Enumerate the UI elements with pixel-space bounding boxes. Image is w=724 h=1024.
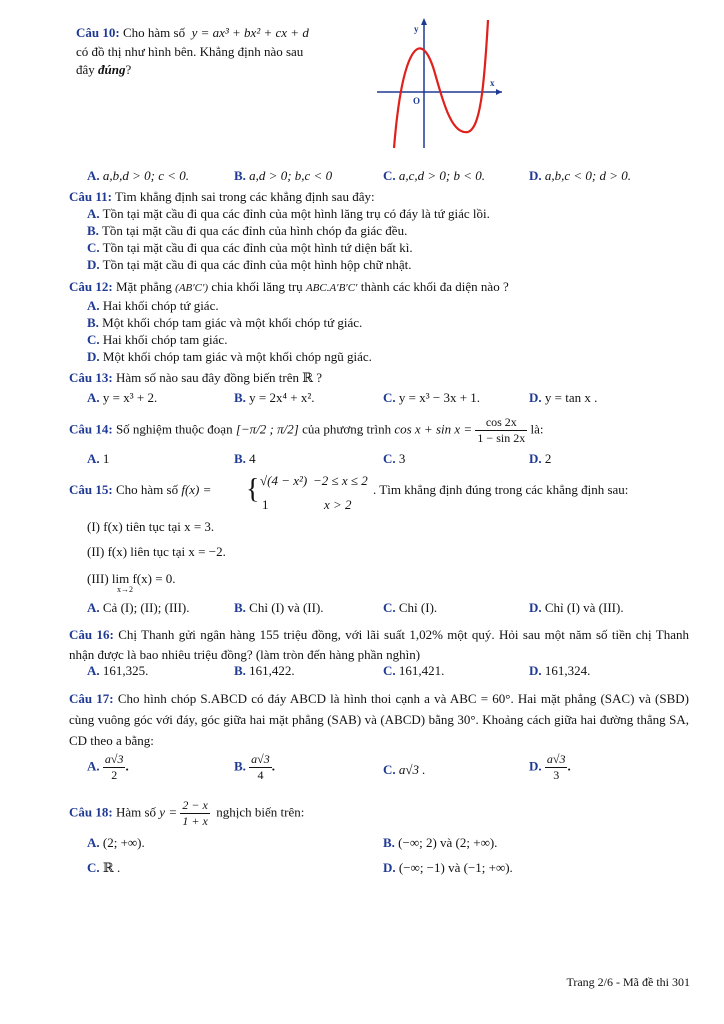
question-label: Câu 14: <box>69 421 113 437</box>
q15-option-b[interactable]: B. Chỉ (I) và (II). <box>234 600 324 615</box>
x-axis-arrow <box>496 89 502 95</box>
q10-line2: có đồ thị như hình bên. Khẳng định nào sau <box>76 44 304 59</box>
q11-stem: Câu 11: Tìm khẳng định sai trong các khẳng định sau đây: <box>69 189 375 204</box>
question-label: Câu 10: <box>76 25 120 40</box>
fraction: $\frac{\cos 2x}{1 - \sin 2x}$ <box>477 415 526 445</box>
q15-claim-3: (III) lim f(x) = 0. <box>87 571 176 586</box>
q10-option-d[interactable]: D. a,b,c < 0; d > 0. <box>529 168 632 183</box>
q13-option-b[interactable]: B. y = 2x⁴ + x². <box>234 390 315 405</box>
q14-stem: Câu 14: Số nghiệm thuộc đoạn [−π/2 ; π/2] của phương trình cos x + sin x = $\frac{\cos 2x}{1 - \sin 2x}$ là: <box>69 415 544 445</box>
question-label: Câu 13: <box>69 370 113 385</box>
q16-stem: Câu 16: Chị Thanh gửi ngân hàng 155 triệu đồng, với lãi suất 1,02% một quý. Hỏi sau một năm số tiền chị Thanh nhận được là bao nhiêu triệu đồng? (làm tròn đến hàng phần nghìn) <box>69 627 689 662</box>
question-label: Câu 12: <box>69 279 113 294</box>
q15-case2: 1 <box>262 497 269 512</box>
q12-option-c[interactable]: C. Hai khối chóp tam giác. <box>87 332 228 347</box>
q17-option-b[interactable]: B. $\frac{a√3}{4}$ . <box>234 752 276 782</box>
q14-option-a[interactable]: A. 1 <box>87 451 110 466</box>
q12-stem: Câu 12: Mặt phẳng (AB′C′) chia khối lăng trụ ABC.A′B′C′ thành các khối đa diện nào ? <box>69 279 509 294</box>
q12-option-a[interactable]: A. Hai khối chóp tứ giác. <box>87 298 219 313</box>
q11-option-b[interactable]: B. Tồn tại mặt cầu đi qua các đỉnh của hình chóp đa giác đều. <box>87 223 408 238</box>
q14-option-c[interactable]: C. 3 <box>383 451 406 466</box>
q18-option-d[interactable]: D. (−∞; −1) và (−1; +∞). <box>383 860 513 875</box>
q13-option-a[interactable]: A. y = x³ + 2. <box>87 390 158 405</box>
q11-option-a[interactable]: A. Tồn tại mặt cầu đi qua các đỉnh của một hình lăng trụ có đáy là tứ giác lồi. <box>87 206 490 221</box>
question-label: Câu 16: <box>69 627 114 642</box>
q10-option-b[interactable]: B. a,d > 0; b,c < 0 <box>234 168 333 183</box>
q13-option-c[interactable]: C. y = x³ − 3x + 1. <box>383 390 481 405</box>
q15-stem-start: Câu 15: Cho hàm số f(x) = <box>69 482 212 497</box>
q16-option-b[interactable]: B. 161,422. <box>234 663 295 678</box>
q18-option-c[interactable]: C. ℝ . <box>87 860 121 875</box>
q14-option-b[interactable]: B. 4 <box>234 451 256 466</box>
y-label: y <box>414 24 419 34</box>
page-footer: Trang 2/6 - Mã đề thi 301 <box>566 975 690 989</box>
q10-line3: đây đúng? <box>76 62 132 77</box>
q16-option-a[interactable]: A. 161,325. <box>87 663 149 678</box>
q15-stem-end: . Tìm khẳng định đúng trong các khẳng định sau: <box>373 482 629 497</box>
q18-stem: Câu 18: Hàm số y = $\frac{2 - x}{1 + x}$ nghịch biến trên: <box>69 798 305 828</box>
q18-option-a[interactable]: A. (2; +∞). <box>87 835 145 850</box>
q13-option-d[interactable]: D. y = tan x . <box>529 390 598 405</box>
q11-option-c[interactable]: C. Tồn tại mặt cầu đi qua các đỉnh của một hình tứ diện bất kì. <box>87 240 413 255</box>
q15-case1-cond: −2 ≤ x ≤ 2 <box>313 473 368 488</box>
q11-option-d[interactable]: D. Tồn tại mặt cầu đi qua các đỉnh của một hình hộp chữ nhật. <box>87 257 412 272</box>
q17-option-a[interactable]: A. $\frac{a√3}{2}$ . <box>87 752 129 782</box>
q15-case1: √(4 − x²) <box>260 473 308 488</box>
brace: { <box>246 474 260 505</box>
question-label: Câu 15: <box>69 482 113 497</box>
q10-option-a[interactable]: A. a,b,d > 0; c < 0. <box>87 168 190 183</box>
q10-line1: Câu 10: Cho hàm số y = ax³ + bx² + cx + d <box>76 25 309 40</box>
question-label: Câu 11: <box>69 189 112 204</box>
q18-option-b[interactable]: B. (−∞; 2) và (2; +∞). <box>383 835 498 850</box>
q15-option-c[interactable]: C. Chỉ (I). <box>383 600 438 615</box>
q15-claim-1: (I) f(x) tiên tục tại x = 3. <box>87 519 215 534</box>
q17-option-c[interactable]: C. a√3 . <box>383 762 426 777</box>
q12-option-b[interactable]: B. Một khối chóp tam giác và một khối chóp tứ giác. <box>87 315 363 330</box>
q13-stem: Câu 13: Hàm số nào sau đây đồng biến trên ℝ ? <box>69 370 323 385</box>
formula: y = ax³ + bx² + cx + d <box>191 25 309 40</box>
q12-option-d[interactable]: D. Một khối chóp tam giác và một khối chóp ngũ giác. <box>87 349 372 364</box>
cubic-curve <box>394 20 488 148</box>
q15-case2-cond: x > 2 <box>324 497 352 512</box>
question-label: Câu 17: <box>69 691 114 706</box>
q15-option-d[interactable]: D. Chỉ (I) và (III). <box>529 600 624 615</box>
q16-option-d[interactable]: D. 161,324. <box>529 663 591 678</box>
fraction: $\frac{2 - x}{1 + x}$ <box>182 798 208 828</box>
q10-option-c[interactable]: C. a,c,d > 0; b < 0. <box>383 168 486 183</box>
q15-claim-2: (II) f(x) liên tục tại x = −2. <box>87 544 226 559</box>
q17-option-d[interactable]: D. $\frac{a√3}{3}$ . <box>529 752 571 782</box>
x-label: x <box>490 78 495 88</box>
cubic-graph <box>372 10 512 150</box>
question-label: Câu 18: <box>69 804 113 820</box>
lim-subscript: x→2 <box>117 585 133 594</box>
q16-option-c[interactable]: C. 161,421. <box>383 663 445 678</box>
q14-option-d[interactable]: D. 2 <box>529 451 552 466</box>
origin-label: O <box>413 96 421 106</box>
q15-option-a[interactable]: A. Cả (I); (II); (III). <box>87 600 190 615</box>
y-axis-arrow <box>421 18 427 25</box>
q17-stem: Câu 17: Cho hình chóp S.ABCD có đáy ABCD là hình thoi cạnh a và ABC = 60°. Hai mặt phẳng (SAC) và (SBD) cùng vuông góc với đáy, góc giữa hai mặt phẳng (SAB) và (ABCD) bằng 30°. Khoảng cách giữa hai đường thẳng SA, CD theo a bằng: <box>69 691 690 748</box>
